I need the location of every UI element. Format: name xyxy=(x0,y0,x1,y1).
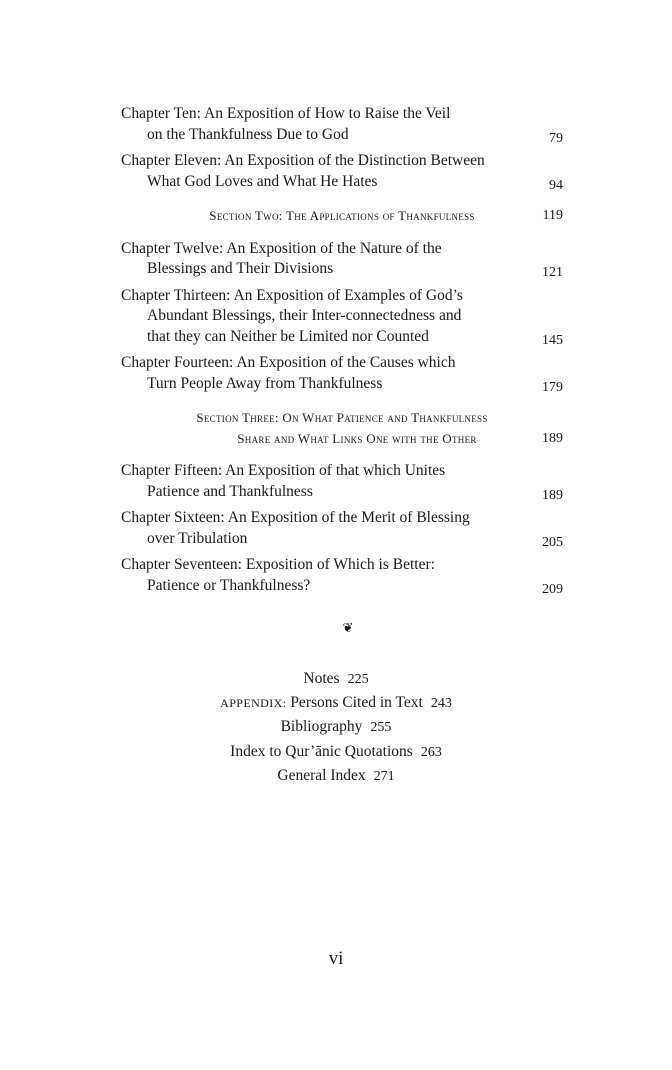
page-number: 205 xyxy=(542,534,563,550)
entry-label: Index to Qur’ānic Quotations xyxy=(230,742,413,760)
page-number: 189 xyxy=(542,430,563,446)
entry-title-line: Chapter Eleven: An Exposition of the Distinction Between xyxy=(121,152,485,169)
toc-entry-chapter-eleven[interactable] xyxy=(121,151,563,192)
entry-label: Bibliography xyxy=(280,718,363,736)
back-matter-list xyxy=(0,667,672,788)
section-title-line: Share and What Links One with the Other xyxy=(237,430,477,446)
toc-section-two[interactable] xyxy=(121,206,563,227)
entry-title-line: Chapter Seventeen: Exposition of Which is Better: xyxy=(121,556,435,573)
entry-title-line: Abundant Blessings, their Inter-connectedness and xyxy=(147,307,462,324)
entry-title-line: that they can Neither be Limited nor Counted xyxy=(147,327,429,345)
entry-title-line: Patience and Thankfulness xyxy=(147,482,313,500)
page-number: 121 xyxy=(542,265,563,280)
table-of-contents xyxy=(121,104,563,596)
toc-entry-chapter-ten[interactable] xyxy=(121,104,563,145)
page-number: 255 xyxy=(370,720,392,736)
entry-title-line: Chapter Twelve: An Exposition of the Nature of the xyxy=(121,239,442,257)
entry-prefix: APPENDIX: xyxy=(220,696,287,711)
page-number: 79 xyxy=(549,130,563,146)
entry-label: Notes xyxy=(303,670,340,687)
toc-entry-chapter-fourteen[interactable] xyxy=(121,353,563,394)
page-number: 189 xyxy=(542,487,563,503)
page-number: 225 xyxy=(347,672,369,687)
toc-entry-quran-index[interactable] xyxy=(0,740,672,764)
page-number: 145 xyxy=(542,332,563,348)
entry-title-line: on the Thankfulness Due to God xyxy=(147,125,349,143)
entry-label: General Index xyxy=(277,766,366,784)
entry-title-line: Patience or Thankfulness? xyxy=(147,576,311,594)
page-number: 243 xyxy=(430,696,452,712)
page-number: 271 xyxy=(373,768,395,784)
page-number: 94 xyxy=(549,177,563,193)
entry-label: Persons Cited in Text xyxy=(290,694,423,712)
fleuron-icon: ❦ xyxy=(342,620,354,635)
entry-title-line: Chapter Fourteen: An Exposition of the Causes which xyxy=(121,354,456,371)
page-number: 179 xyxy=(542,379,563,395)
entry-title-line: over Tribulation xyxy=(147,529,248,547)
toc-entry-notes[interactable] xyxy=(0,667,672,691)
toc-entry-general-index[interactable] xyxy=(0,764,672,788)
page-number: 119 xyxy=(542,208,563,223)
toc-entry-appendix[interactable] xyxy=(0,691,672,715)
entry-title-line: Turn People Away from Thankfulness xyxy=(147,374,383,392)
toc-entry-chapter-twelve[interactable] xyxy=(121,239,563,280)
entry-title-line: Chapter Ten: An Exposition of How to Raise the Veil xyxy=(121,105,451,122)
toc-section-three[interactable] xyxy=(121,408,563,449)
section-title-line: Section Three: On What Patience and Thankfulness xyxy=(196,410,488,425)
toc-entry-chapter-sixteen[interactable] xyxy=(121,508,563,549)
toc-entry-chapter-seventeen[interactable] xyxy=(121,555,563,596)
page-number: 209 xyxy=(542,581,563,597)
entry-title-line: Chapter Thirteen: An Exposition of Examples of God’s xyxy=(121,286,463,304)
toc-entry-chapter-fifteen[interactable] xyxy=(121,461,563,502)
page-folio: vi xyxy=(328,948,344,969)
entry-title-line: Blessings and Their Divisions xyxy=(147,260,334,277)
entry-title-line: What God Loves and What He Hates xyxy=(147,172,378,190)
entry-title-line: Chapter Fifteen: An Exposition of that which Unites xyxy=(121,462,446,479)
toc-entry-chapter-thirteen[interactable] xyxy=(121,286,563,348)
section-title: Section Two: The Applications of Thankfulness xyxy=(209,208,475,223)
page-number: 263 xyxy=(420,744,442,760)
toc-entry-bibliography[interactable] xyxy=(0,715,672,739)
entry-title-line: Chapter Sixteen: An Exposition of the Merit of Blessing xyxy=(121,509,470,526)
